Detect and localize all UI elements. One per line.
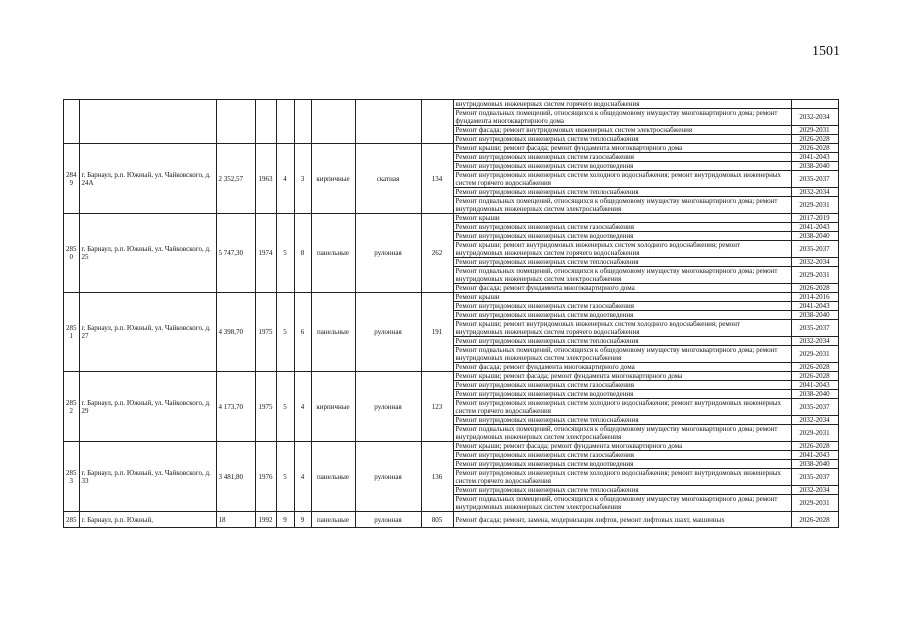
work-period: 2032-2034 <box>791 258 838 267</box>
building-roof-type: рулонная <box>355 372 421 442</box>
work-period: 2038-2040 <box>791 162 838 171</box>
building-floors: 5 <box>276 214 294 293</box>
work-description: Ремонт фасада; ремонт внутридомовых инженерных систем электроснабжения <box>453 126 791 135</box>
table-row <box>64 100 839 109</box>
work-period: 2035-2037 <box>791 171 838 188</box>
building-address: г. Барнаул, р.п. Южный, ул. Чайковского, д. 24А <box>79 144 216 214</box>
building-area: 4 173,70 <box>216 372 255 442</box>
building-entrances: 8 <box>294 214 311 293</box>
work-description: Ремонт подвальных помещений, относящихся к общедомовому имуществу многоквартирного дома; ремонт внутридомовых инженерных систем электроснабжения <box>453 495 791 512</box>
work-period: 2032-2034 <box>791 486 838 495</box>
work-description: Ремонт фасада; ремонт, замена, модернизация лифтов, ремонт лифтовых шахт, машинных <box>453 512 791 528</box>
building-wall-material: панельные <box>311 512 355 528</box>
building-floors: 4 <box>276 144 294 214</box>
building-apartments: 191 <box>421 293 453 372</box>
table-row <box>64 442 839 451</box>
building-floors: 5 <box>276 293 294 372</box>
building-address <box>79 100 216 144</box>
table-row <box>64 512 839 528</box>
work-description: Ремонт внутридомовых инженерных систем газоснабжения <box>453 451 791 460</box>
work-description: Ремонт крыши; ремонт фасада; ремонт фундамента многоквартирного дома <box>453 372 791 381</box>
work-description: Ремонт крыши; ремонт внутридомовых инженерных систем холодного водоснабжения; ремонт внутридомовых инженерных систем горячего водоснабжения <box>453 241 791 258</box>
work-description: внутридомовых инженерных систем горячего водоснабжения <box>453 100 791 109</box>
building-wall-material: кирпичные <box>311 144 355 214</box>
building-roof-type <box>355 100 421 144</box>
building-apartments: 805 <box>421 512 453 528</box>
work-description: Ремонт внутридомовых инженерных систем теплоснабжения <box>453 188 791 197</box>
work-period: 2035-2037 <box>791 320 838 337</box>
work-description: Ремонт подвальных помещений, относящихся к общедомовому имуществу многоквартирного дома; ремонт внутридомовых инженерных систем электроснабжения <box>453 267 791 284</box>
work-period: 2026-2028 <box>791 363 838 372</box>
work-description: Ремонт крыши <box>453 293 791 302</box>
building-year: 1976 <box>255 442 276 512</box>
work-period: 2035-2037 <box>791 399 838 416</box>
building-wall-material <box>311 100 355 144</box>
table-row <box>64 293 839 302</box>
building-number: 285 3 <box>64 442 80 512</box>
work-period: 2029-2031 <box>791 495 838 512</box>
work-description: Ремонт внутридомовых инженерных систем теплоснабжения <box>453 416 791 425</box>
building-address: г. Барнаул, р.п. Южный, ул. Чайковского, д. 29 <box>79 372 216 442</box>
work-description: Ремонт крыши; ремонт фасада; ремонт фундамента многоквартирного дома <box>453 144 791 153</box>
building-area: 3 481,80 <box>216 442 255 512</box>
work-description: Ремонт крыши <box>453 214 791 223</box>
work-period: 2029-2031 <box>791 346 838 363</box>
building-number: 285 0 <box>64 214 80 293</box>
work-period: 2038-2040 <box>791 311 838 320</box>
work-description: Ремонт подвальных помещений, относящихся к общедомовому имуществу многоквартирного дома; ремонт внутридомовых инженерных систем электроснабжения <box>453 425 791 442</box>
building-apartments: 136 <box>421 442 453 512</box>
building-year: 1975 <box>255 293 276 372</box>
building-floors: 9 <box>276 512 294 528</box>
table-row <box>64 214 839 223</box>
capital-repair-table <box>63 99 839 528</box>
building-roof-type: рулонная <box>355 293 421 372</box>
work-description: Ремонт внутридомовых инженерных систем теплоснабжения <box>453 258 791 267</box>
work-description: Ремонт внутридомовых инженерных систем водоотведения <box>453 390 791 399</box>
building-year: 1974 <box>255 214 276 293</box>
building-area <box>216 100 255 144</box>
building-number: 285 <box>64 512 80 528</box>
work-period: 2026-2028 <box>791 442 838 451</box>
work-description: Ремонт внутридомовых инженерных систем газоснабжения <box>453 153 791 162</box>
building-entrances <box>294 100 311 144</box>
work-description: Ремонт внутридомовых инженерных систем газоснабжения <box>453 381 791 390</box>
building-address: г. Барнаул, р.п. Южный, ул. Чайковского, д. 27 <box>79 293 216 372</box>
work-period: 2017-2019 <box>791 214 838 223</box>
building-year: 1992 <box>255 512 276 528</box>
work-period <box>791 100 838 109</box>
work-period: 2032-2034 <box>791 416 838 425</box>
building-floors <box>276 100 294 144</box>
work-period: 2041-2043 <box>791 451 838 460</box>
work-period: 2026-2028 <box>791 284 838 293</box>
building-year: 1963 <box>255 144 276 214</box>
work-period: 2041-2043 <box>791 381 838 390</box>
work-period: 2029-2031 <box>791 197 838 214</box>
building-wall-material: кирпичные <box>311 372 355 442</box>
building-area: 4 398,70 <box>216 293 255 372</box>
work-description: Ремонт внутридомовых инженерных систем теплоснабжения <box>453 337 791 346</box>
building-area: 5 747,30 <box>216 214 255 293</box>
work-period: 2032-2034 <box>791 337 838 346</box>
work-period: 2026-2028 <box>791 144 838 153</box>
work-period: 2032-2034 <box>791 109 838 126</box>
building-entrances: 3 <box>294 144 311 214</box>
work-period: 2041-2043 <box>791 153 838 162</box>
page-number: 1501 <box>812 44 840 59</box>
building-number <box>64 100 80 144</box>
work-description: Ремонт крыши; ремонт внутридомовых инженерных систем холодного водоснабжения; ремонт внутридомовых инженерных систем горячего водоснабжения <box>453 320 791 337</box>
work-period: 2038-2040 <box>791 390 838 399</box>
building-address: г. Барнаул, р.п. Южный, ул. Чайковского, д. 25 <box>79 214 216 293</box>
building-roof-type: рулонная <box>355 442 421 512</box>
work-description: Ремонт фасада; ремонт фундамента многоквартирного дома <box>453 363 791 372</box>
work-period: 2035-2037 <box>791 241 838 258</box>
work-description: Ремонт внутридомовых инженерных систем водоотведения <box>453 460 791 469</box>
work-period: 2035-2037 <box>791 469 838 486</box>
work-period: 2029-2031 <box>791 126 838 135</box>
work-description: Ремонт подвальных помещений, относящихся к общедомовому имуществу многоквартирного дома; ремонт внутридомовых инженерных систем электроснабжения <box>453 346 791 363</box>
work-period: 2026-2028 <box>791 512 838 528</box>
building-entrances: 4 <box>294 442 311 512</box>
building-address: г. Барнаул, р.п. Южный, ул. Чайковского, д. 33 <box>79 442 216 512</box>
work-description: Ремонт внутридомовых инженерных систем водоотведения <box>453 311 791 320</box>
building-floors: 5 <box>276 372 294 442</box>
building-roof-type: скатная <box>355 144 421 214</box>
work-description: Ремонт внутридомовых инженерных систем газоснабжения <box>453 302 791 311</box>
building-number: 284 9 <box>64 144 80 214</box>
work-period: 2014-2016 <box>791 293 838 302</box>
building-address: г. Барнаул, р.п. Южный, <box>79 512 216 528</box>
building-entrances: 9 <box>294 512 311 528</box>
table-row <box>64 144 839 153</box>
building-apartments <box>421 100 453 144</box>
work-description: Ремонт внутридомовых инженерных систем холодного водоснабжения; ремонт внутридомовых инженерных систем горячего водоснабжения <box>453 469 791 486</box>
building-wall-material: панельные <box>311 214 355 293</box>
building-entrances: 6 <box>294 293 311 372</box>
work-period: 2026-2028 <box>791 135 838 144</box>
work-description: Ремонт внутридомовых инженерных систем газоснабжения <box>453 223 791 232</box>
building-year: 1975 <box>255 372 276 442</box>
work-description: Ремонт подвальных помещений, относящихся к общедомовому имуществу многоквартирного дома; ремонт фундамента многоквартирного дома <box>453 109 791 126</box>
building-entrances: 4 <box>294 372 311 442</box>
building-number: 285 1 <box>64 293 80 372</box>
work-period: 2032-2034 <box>791 188 838 197</box>
building-roof-type: рулонная <box>355 512 421 528</box>
building-wall-material: панельные <box>311 293 355 372</box>
building-floors: 5 <box>276 442 294 512</box>
work-period: 2029-2031 <box>791 267 838 284</box>
work-description: Ремонт внутридомовых инженерных систем холодного водоснабжения; ремонт внутридомовых инженерных систем горячего водоснабжения <box>453 399 791 416</box>
work-description: Ремонт подвальных помещений, относящихся к общедомовому имуществу многоквартирного дома; ремонт внутридомовых инженерных систем электроснабжения <box>453 197 791 214</box>
building-area: 18 <box>216 512 255 528</box>
work-period: 2041-2043 <box>791 302 838 311</box>
building-roof-type: рулонная <box>355 214 421 293</box>
building-wall-material: панельные <box>311 442 355 512</box>
work-period: 2038-2040 <box>791 232 838 241</box>
work-period: 2041-2043 <box>791 223 838 232</box>
work-period: 2038-2040 <box>791 460 838 469</box>
work-description: Ремонт внутридомовых инженерных систем водоотведения <box>453 162 791 171</box>
work-description: Ремонт внутридомовых инженерных систем теплоснабжения <box>453 135 791 144</box>
building-apartments: 262 <box>421 214 453 293</box>
work-description: Ремонт фасада; ремонт фундамента многоквартирного дома <box>453 284 791 293</box>
work-description: Ремонт крыши; ремонт фасада; ремонт фундамента многоквартирного дома <box>453 442 791 451</box>
building-year <box>255 100 276 144</box>
table-row <box>64 372 839 381</box>
work-description: Ремонт внутридомовых инженерных систем теплоснабжения <box>453 486 791 495</box>
work-description: Ремонт внутридомовых инженерных систем водоотведения <box>453 232 791 241</box>
building-apartments: 134 <box>421 144 453 214</box>
building-apartments: 123 <box>421 372 453 442</box>
building-number: 285 2 <box>64 372 80 442</box>
work-period: 2029-2031 <box>791 425 838 442</box>
building-area: 2 352,57 <box>216 144 255 214</box>
work-period: 2026-2028 <box>791 372 838 381</box>
work-description: Ремонт внутридомовых инженерных систем холодного водоснабжения; ремонт внутридомовых инженерных систем горячего водоснабжения <box>453 171 791 188</box>
